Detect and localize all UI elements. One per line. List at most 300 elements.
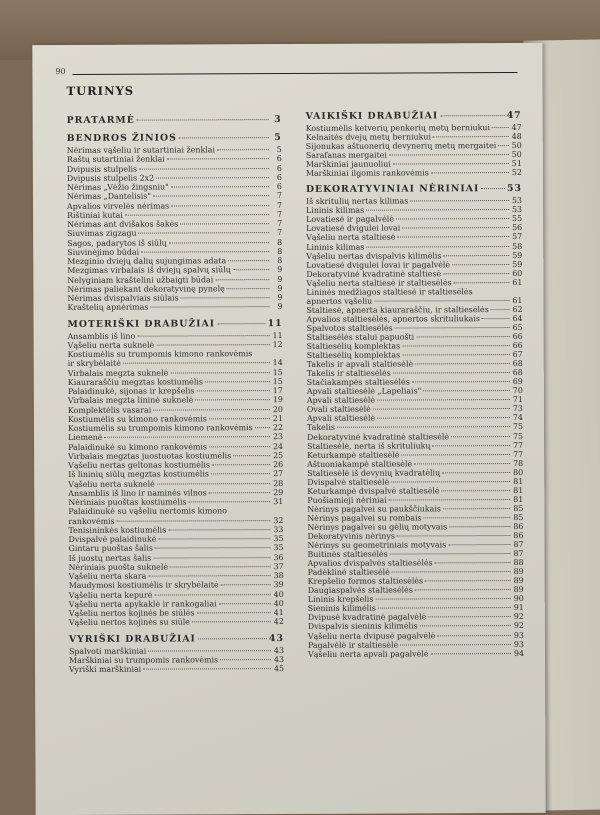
dot-leader (139, 232, 270, 234)
entry-page: 15 (272, 376, 283, 386)
entry-page: 87 (513, 540, 524, 550)
entry-page: 6 (276, 172, 282, 182)
dot-leader (435, 562, 511, 563)
entry-page: 26 (273, 460, 284, 470)
dot-leader (437, 635, 511, 636)
dot-leader (158, 538, 270, 539)
entry-page: 75 (512, 431, 524, 441)
entry-page: 56 (512, 223, 523, 233)
dot-leader (337, 426, 510, 428)
entry-page: 8 (277, 256, 283, 266)
dot-leader (412, 381, 510, 382)
dot-leader (415, 363, 510, 364)
toc-column-left (67, 114, 284, 680)
toc-section (306, 183, 524, 658)
entry-title: Siuvimas zigzagu (67, 228, 137, 239)
entry-title: Iš skritulių nertas kilimas (305, 196, 409, 207)
entry-page: 15 (272, 367, 283, 377)
dot-leader (442, 490, 511, 491)
entry-title: Pagalvėlė ir staltiesėlė (307, 640, 399, 650)
entry-title: Dekoratyvinė kvadratinė staltiesėlė (307, 431, 450, 442)
entry-page: 23 (272, 432, 284, 442)
entry-title: Lovatiesė dvigulei lovai (306, 223, 401, 234)
dot-leader (180, 223, 269, 224)
dot-leader (139, 168, 269, 170)
dot-leader (431, 172, 509, 173)
dot-leader (443, 508, 510, 509)
toc-entry (308, 649, 524, 659)
dot-leader (428, 616, 511, 617)
dot-leader (197, 612, 271, 613)
entry-title: Iš juostų nertas šalis (68, 553, 152, 563)
dot-leader (400, 644, 511, 645)
entry-title: Vąšeliu nertos kojinės be siūlės (68, 608, 195, 618)
entry-title: Kiauraraščiu megztas kostiumėlis (67, 377, 203, 387)
entry-page: 7 (277, 209, 283, 219)
entry-page: 27 (273, 469, 284, 479)
dot-leader (424, 517, 511, 518)
dot-leader (209, 418, 270, 419)
toc-entry (306, 141, 522, 151)
entry-title: Virbalais megzta lininė suknelė (67, 395, 194, 406)
entry-page: 74 (512, 413, 523, 423)
entry-page: 9 (277, 265, 283, 275)
toc-entry (69, 664, 284, 674)
entry-title: Nėriniais puoštas kostiumėlis (68, 497, 187, 507)
dot-leader (198, 638, 267, 639)
toc-column-right (306, 110, 524, 665)
entry-title: Dvipusė kvadratinė pagalvėlė (307, 612, 427, 623)
section-heading (67, 132, 282, 145)
entry-page: 86 (513, 521, 524, 531)
entry-title: Staltiesėlė, nerta iš skrituliukų (307, 440, 431, 451)
dot-leader (402, 354, 510, 355)
entry-page: 90 (513, 594, 524, 604)
dot-leader (104, 436, 270, 438)
entry-page: 94 (513, 648, 524, 658)
dot-leader (171, 205, 269, 206)
dot-leader (401, 454, 510, 455)
entry-page: 88 (513, 558, 524, 568)
entry-title: Nėrinys su geometriniais motyvais (307, 540, 447, 550)
dot-leader (228, 260, 269, 261)
entry-page: 86 (513, 530, 524, 541)
entry-page: 8 (277, 246, 283, 256)
dot-leader (220, 659, 271, 660)
entry-page: 6 (276, 163, 282, 173)
dot-leader (209, 446, 270, 447)
entry-page: 53 (511, 205, 523, 215)
entry-page: 19 (272, 395, 283, 405)
entry-page: 20 (272, 404, 283, 414)
dot-leader (209, 492, 271, 493)
dot-leader (156, 177, 269, 178)
entry-title: Kostiumėlis su kimono rankovėmis (67, 414, 207, 424)
entry-title: Keturkampė dvispalvė staltiesėlė (307, 486, 440, 496)
entry-title: Lininis kilimas (306, 242, 365, 252)
dot-leader (171, 186, 269, 187)
entry-page: 61 (512, 277, 523, 287)
entry-title: Gintaru puoštas šalis (68, 543, 153, 554)
entry-page: 91 (513, 603, 524, 613)
entry-page: 7 (277, 228, 283, 238)
dot-leader (414, 463, 510, 464)
entry-title: Mezginio dviejų dalių sujungimas adata (67, 256, 227, 266)
entry-title: Kraštelių apnėrimas (67, 302, 149, 313)
entry-title: Virbalais megzta suknelė (67, 368, 169, 378)
dot-leader (195, 399, 270, 400)
dot-leader (452, 264, 509, 265)
entry-title: Vąšeliu nerta skara (68, 571, 147, 581)
dot-leader (215, 279, 269, 280)
entry-page: 89 (513, 567, 524, 577)
entry-page: 52 (511, 168, 522, 178)
entry-page: 24 (273, 441, 284, 451)
dot-leader (390, 553, 511, 555)
toc-section (306, 110, 522, 178)
dot-leader (393, 163, 509, 165)
dot-leader (168, 529, 270, 530)
entry-page: 42 (273, 617, 284, 627)
dot-leader (143, 668, 271, 670)
entry-title: Marškiniai jaunuoliui (305, 159, 391, 170)
page-title: TURINYS (66, 83, 135, 98)
entry-page: 89 (513, 576, 524, 586)
entry-page: 36 (273, 552, 284, 562)
section-heading (68, 318, 283, 331)
entry-title: Sarafanas mergaitei (305, 150, 387, 161)
entry-title: Krepšelio formos staltiesėlės (307, 576, 424, 587)
entry-page: 14 (272, 358, 283, 368)
section-title: PRATARMĖ (66, 114, 135, 126)
entry-title: Nėrinys pagalvei su rombais (307, 513, 422, 523)
section-page: 53 (506, 183, 522, 195)
dot-leader (440, 115, 505, 116)
entry-page: 40 (273, 589, 284, 599)
entry-title: Staltiesė, apnerta kiauraraščiu, ir staltiesėlės (306, 304, 489, 315)
entry-title: Buitinės staltiesėlės (307, 549, 388, 560)
dot-leader (169, 242, 269, 243)
entry-page: 55 (512, 214, 523, 224)
section-page: 43 (268, 632, 284, 644)
dot-leader (217, 149, 269, 150)
entry-title: Vąšeliu nerta kepurė (68, 590, 153, 600)
entry-page: 73 (512, 404, 523, 414)
dot-leader (150, 306, 269, 308)
entry-page: 47 (511, 122, 522, 133)
section-title: BENDROS ŽINIOS (66, 132, 177, 144)
entry-page: 67 (512, 350, 523, 360)
dot-leader (123, 362, 270, 364)
entry-page: 85 (513, 503, 524, 513)
entry-page: 92 (513, 612, 524, 622)
dot-leader (425, 580, 511, 581)
entry-title: apnertos vąšeliu (306, 296, 373, 306)
entry-title: Daugiaspalvės staltiesėlės (307, 585, 413, 596)
entry-page: 33 (273, 524, 284, 534)
section-heading (306, 110, 522, 123)
entry-title: Takelis ir staltiesėlės (306, 368, 391, 379)
dot-leader (227, 288, 270, 289)
dot-leader (449, 526, 510, 527)
entry-title: Nėrinys pagalvei su paukščiukais (307, 504, 441, 514)
dot-leader (189, 501, 271, 502)
entry-page: 7 (276, 191, 283, 201)
book-page (32, 43, 545, 815)
entry-title: Kelnaitės dvejų metų berniukui (305, 132, 432, 142)
entry-page: 21 (272, 413, 283, 423)
section-title: MOTERIŠKI DRABUŽIAI (67, 317, 216, 330)
dot-leader (141, 251, 269, 253)
entry-page: 59 (512, 250, 523, 260)
section-heading (306, 183, 522, 196)
toc-entry (67, 302, 282, 312)
dot-leader (181, 297, 270, 298)
entry-page: 77 (513, 440, 524, 450)
dot-leader (219, 603, 271, 604)
dot-leader (366, 246, 509, 248)
dot-leader (397, 237, 509, 238)
entry-page: 5 (276, 145, 282, 155)
toc-section (68, 318, 284, 628)
entry-page: 59 (512, 259, 523, 269)
entry-page: 45 (273, 664, 285, 674)
entry-page: 7 (277, 219, 283, 229)
entry-title: Ovali staltiesėlė (306, 405, 371, 415)
dot-leader (233, 269, 270, 270)
section-heading (69, 633, 284, 646)
dot-leader (153, 557, 270, 559)
dot-leader (433, 136, 509, 137)
dot-leader (374, 300, 509, 302)
entry-page: 37 (273, 561, 284, 571)
entry-title: Staltiesėlės stalui papuošti (306, 332, 415, 342)
entry-page: 57 (512, 232, 523, 242)
entry-page: 39 (273, 580, 284, 590)
dot-leader (397, 535, 511, 536)
entry-title: Padėklinė staltiesėlė (307, 567, 390, 578)
dot-leader (170, 372, 269, 373)
dot-leader (498, 145, 509, 146)
dot-leader (420, 626, 511, 627)
toc-section (67, 132, 283, 312)
entry-title: Ansamblis iš lino ir naminės vilnos (68, 488, 207, 498)
section-title: DEKORATYVINIAI NĖRINIAI (305, 183, 480, 196)
dot-leader (392, 571, 511, 573)
dot-leader (153, 195, 269, 197)
entry-page: 81 (513, 494, 524, 504)
entry-title: Nėrimas „Dantelisis" (66, 191, 151, 202)
entry-title: Vyriški marškiniai (69, 664, 142, 674)
dot-leader (396, 218, 509, 219)
dot-leader (125, 214, 269, 216)
entry-page: 62 (512, 304, 523, 314)
entry-page: 68 (512, 359, 523, 369)
entry-page: 17 (272, 386, 283, 396)
dot-leader (443, 273, 509, 274)
entry-page: 69 (512, 377, 523, 387)
dot-leader (377, 417, 510, 419)
entry-title: Apvali staltiesėlė (306, 395, 376, 406)
entry-title: Sijonukas aštuonerių devynerių metų mergaitei (305, 141, 497, 152)
entry-title: Nelyginiam kraštelini užbaigti būdai (67, 274, 214, 285)
entry-title: Vąšeliu nerta apvali pagalvėlė (307, 649, 429, 659)
dot-leader (442, 472, 510, 473)
entry-page: 38 (273, 571, 284, 581)
entry-page: 50 (511, 141, 522, 151)
dot-leader (221, 584, 271, 585)
entry-title: Nėrimas „Vėžio žingsniu" (66, 182, 169, 192)
dot-leader (137, 335, 269, 337)
entry-page: 6 (276, 154, 282, 164)
entry-title: Sagos, padarytos iš siūlų (67, 238, 167, 248)
entry-page: 93 (513, 639, 524, 649)
entry-page: 89 (513, 585, 524, 595)
entry-page: 43 (273, 645, 284, 655)
dot-leader (153, 409, 270, 411)
entry-title: Lininis krepšelis (307, 594, 374, 605)
entry-title: Vąšeliu nerta staltiesė ir staltiesėlės (306, 277, 452, 288)
entry-title: Spalvoti marškiniai (68, 646, 147, 656)
entry-title: Raštų sutartiniai ženklai (66, 154, 165, 165)
entry-title: Vąšeliu nerta apykaklė ir rankogaliai (68, 599, 217, 609)
section-page: 5 (274, 132, 282, 144)
dot-leader (430, 653, 511, 654)
entry-title: Lovatiesė ir pagalvėlė (306, 214, 395, 225)
dot-leader (167, 158, 269, 159)
toc-entry (306, 168, 522, 178)
dot-leader (366, 209, 509, 211)
dot-leader (410, 200, 509, 201)
dot-leader (170, 566, 271, 567)
toc-section (67, 114, 282, 127)
dot-leader (482, 318, 510, 319)
section-title: VYRIŠKI DRABUŽIAI (68, 632, 196, 645)
entry-page: 85 (513, 512, 524, 522)
entry-title: Marškiniai su trumpomis rankovėmis (68, 655, 219, 665)
entry-page: 25 (273, 450, 284, 460)
entry-title: Mezgimas virbalais iš dviejų spalvų siūlų (67, 265, 231, 276)
toc-entry-line: Kostiumėlis su trumpomis kimono rankovėmis (67, 349, 253, 359)
dot-leader (415, 589, 511, 590)
entry-title: ir skrybėlaitė (67, 358, 121, 369)
entry-page: 29 (273, 487, 284, 497)
dot-leader (443, 255, 509, 256)
dot-leader (395, 327, 510, 329)
dot-leader (377, 399, 510, 401)
dot-leader (433, 445, 511, 446)
dot-leader (192, 621, 271, 622)
entry-title: Dvispalvis sieninis kilimėlis (307, 621, 418, 632)
entry-title: Vąšeliu nertas dvispalvis kilimėlis (306, 250, 442, 261)
entry-page: 65 (512, 322, 523, 332)
entry-title: Vąšeliu nertos kojinės su siūle (68, 617, 190, 628)
dot-leader (491, 309, 510, 310)
entry-title: Palaidinukė, sijonas ir krepšelis (67, 386, 195, 396)
entry-title: Staltiesėlių komplektas (306, 350, 401, 361)
entry-title: Apvali staltiesėlė (306, 414, 376, 424)
entry-title: rankovėmis (68, 516, 115, 526)
entry-page: 77 (513, 449, 524, 459)
entry-page: 35 (273, 534, 284, 544)
dot-leader (402, 345, 510, 346)
entry-title: Apvalios staltiesėlės, apnertos skrituliukais (306, 314, 480, 324)
entry-title: Spalvotos staltiesėlės (306, 323, 393, 333)
dot-leader (117, 520, 271, 522)
dot-leader (196, 390, 269, 391)
toc-entry (306, 123, 522, 133)
toc-entry (68, 423, 283, 433)
entry-title: Takelis (306, 423, 335, 433)
entry-page: 60 (512, 268, 523, 278)
entry-page: 9 (277, 302, 283, 312)
dot-leader (205, 381, 270, 382)
entry-page: 58 (512, 241, 523, 251)
entry-page: 40 (273, 598, 284, 608)
entry-page: 22 (272, 423, 284, 433)
dot-leader (448, 544, 510, 545)
entry-title: Nėrimas ant dvišakos šakės (67, 219, 179, 229)
dot-leader (416, 336, 509, 337)
entry-title: Dvispalvė palaidinukė (68, 534, 157, 544)
entry-title: Iš lininių siūlų megztas kostiumėlis (68, 469, 209, 480)
entry-title: Stačiakampės staltiesėlės (306, 377, 410, 388)
entry-title: Sieninis kilimėlis (307, 604, 376, 614)
dot-leader (373, 408, 510, 410)
entry-title: Lininis kilimas (306, 205, 365, 216)
dot-leader (451, 436, 510, 437)
section-page: 47 (506, 109, 522, 122)
dot-leader (393, 372, 510, 374)
page-number: 90 (55, 66, 66, 77)
entry-page: 11 (272, 330, 283, 340)
dot-leader (481, 188, 505, 189)
entry-page: 41 (273, 608, 284, 618)
toc-section (69, 633, 284, 675)
dot-leader (378, 607, 511, 609)
dot-leader (137, 119, 269, 121)
header-rule (72, 72, 517, 75)
entry-page: 12 (272, 339, 283, 349)
entry-title: Kostiumėlis su trumpomis kimono rankovėmis (67, 423, 253, 433)
toc-entry-line: Lininės medžiagos staltiesė ir staltiesėlės (306, 286, 473, 297)
entry-title: Staltiesėlė iš devynių kvadratėlių (307, 468, 441, 478)
entry-title: Vąšeliu nerta dvipusė pagalvėlė (307, 630, 436, 641)
entry-page: 9 (277, 274, 283, 284)
dot-leader (402, 227, 509, 228)
dot-leader (423, 390, 510, 391)
entry-page: 66 (512, 331, 523, 342)
dot-leader (233, 455, 270, 456)
entry-page: 93 (513, 630, 524, 640)
entry-page: 92 (513, 621, 524, 631)
entry-title: Vąšeliu nerta staltiesė (306, 233, 396, 243)
entry-page: 50 (511, 150, 522, 160)
entry-title: Virbalais megztas juostuotas kostiumėlis (68, 451, 232, 461)
entry-title: Keturkampė staltiesėlė (307, 450, 400, 460)
dot-leader (148, 575, 270, 577)
entry-title: Ansamblis iš lino (67, 331, 136, 341)
section-heading (67, 114, 282, 127)
dot-leader (211, 473, 270, 474)
entry-page: 9 (277, 293, 283, 303)
entry-title: Rištiniai kutai (67, 210, 123, 220)
entry-title: Kostiumėlis ketverių penkerių metų berniukui (305, 123, 490, 133)
entry-page: 87 (513, 549, 524, 559)
dot-leader (154, 594, 270, 596)
entry-title: Marškiniai ilgomis rankovėmis (305, 168, 429, 179)
entry-title: Nėriniais puošta suknelė (68, 562, 169, 572)
